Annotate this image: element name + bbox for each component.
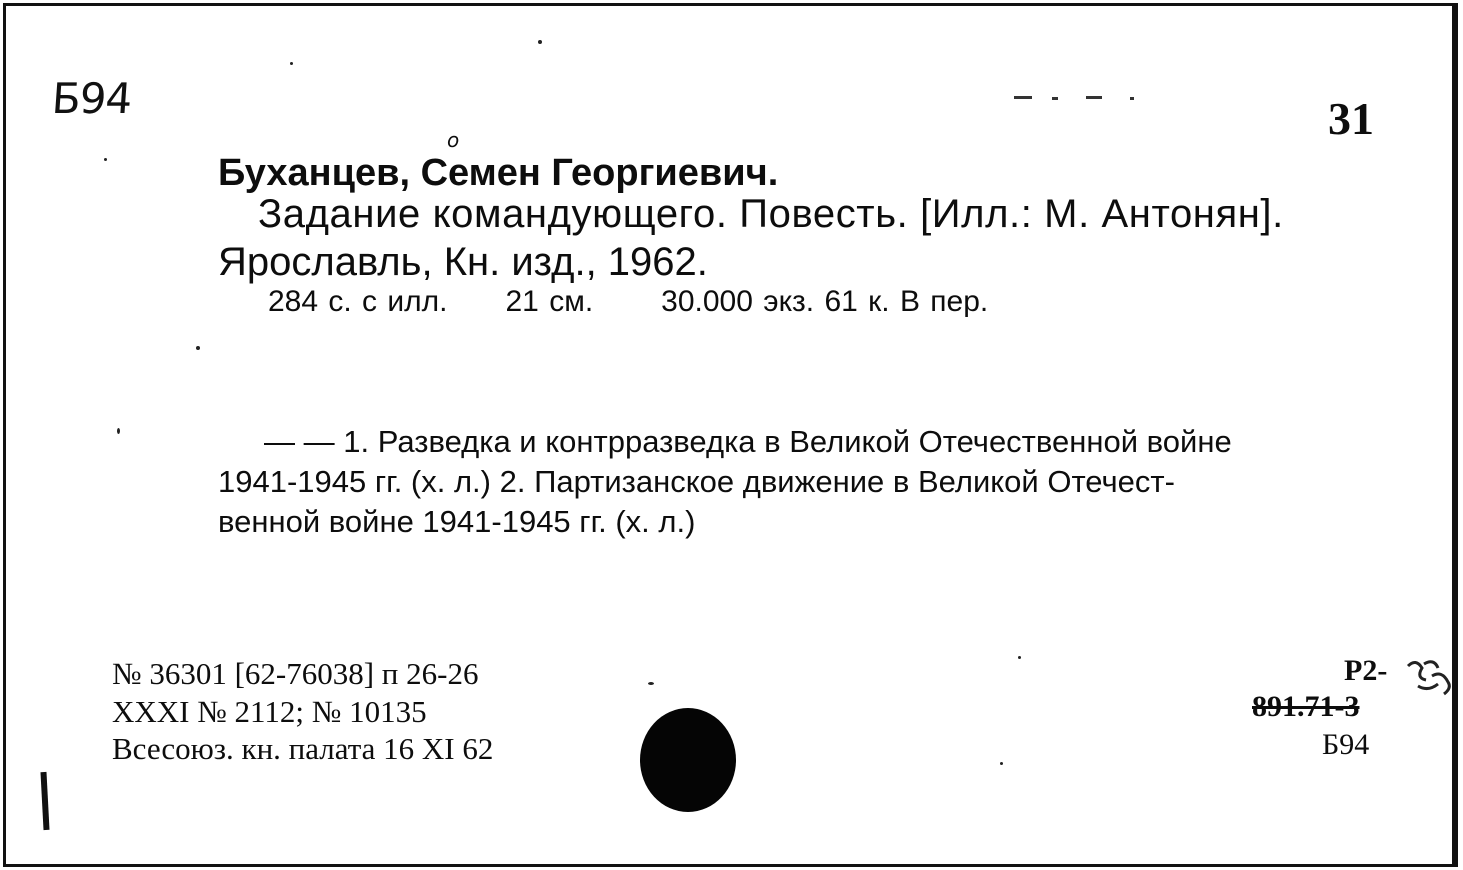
speck [117, 428, 120, 434]
handwritten-scribble [1404, 656, 1456, 706]
speck [538, 40, 542, 44]
speck [104, 158, 107, 161]
subject-line-1: — — 1. Разведка и контрразведка в Великой Отечественной войне [264, 424, 1232, 459]
pages-info: 284 с. с илл. [268, 285, 448, 318]
print-run-price: 30.000 экз. 61 к. В пер. [661, 285, 989, 318]
author-heading: Буханцев, Семен Георгиевич. [218, 152, 779, 194]
speck [1000, 762, 1003, 765]
dash-mark [1130, 97, 1134, 100]
classification-line-3: Б94 [1322, 728, 1370, 761]
registration-line-2: XXXI № 2112; № 10135 [112, 694, 427, 729]
subject-headings [218, 422, 1388, 542]
subject-line-2: 1941-1945 гг. (х. л.) 2. Партизанское движение в Великой Отечест- [218, 464, 1175, 499]
dash-mark [1052, 97, 1058, 100]
publication-line: Ярославль, Кн. изд., 1962. [218, 240, 708, 284]
physical-description [268, 285, 988, 319]
handwritten-shelf-code: Б94 [50, 74, 133, 123]
title-line: Задание командующего. Повесть. [Илл.: М. Антонян]. [258, 192, 1284, 236]
registration-line-1: № 36301 [62-76038] п 26-26 [112, 656, 479, 691]
classification-line-1: Р2- [1344, 654, 1388, 687]
speck [1018, 656, 1021, 659]
card-number: 31 [1328, 93, 1374, 144]
speck [196, 346, 200, 350]
speck [290, 62, 293, 65]
size-info: 21 см. [505, 285, 594, 318]
registration-line-3: Всесоюз. кн. палата 16 XI 62 [112, 731, 494, 766]
punch-hole [640, 708, 736, 812]
stress-mark: о [447, 128, 460, 152]
speck [648, 682, 654, 685]
subject-line-3: венной войне 1941-1945 гг. (х. л.) [218, 504, 696, 539]
dash-mark [1086, 96, 1102, 99]
dash-mark [1014, 96, 1032, 99]
classification-line-2: 891.71-3 [1252, 690, 1360, 723]
